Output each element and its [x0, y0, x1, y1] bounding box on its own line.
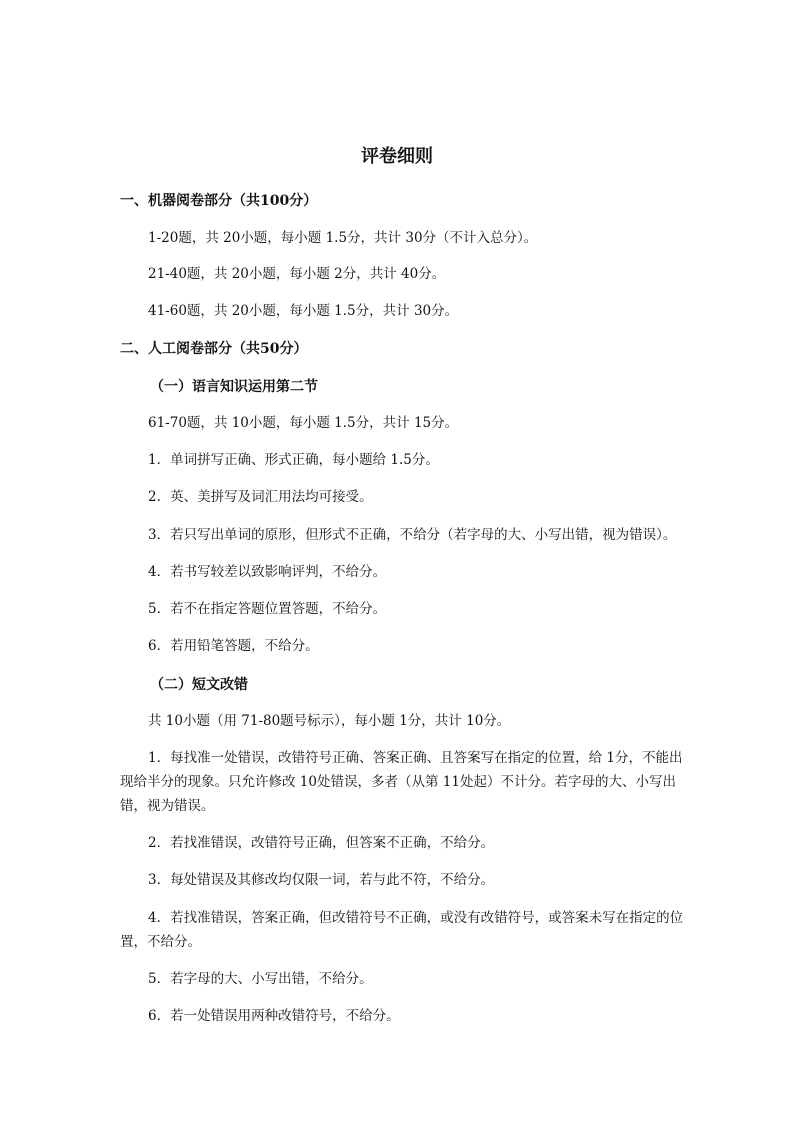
section2-heading: 二、人工阅卷部分（共50分）: [120, 341, 308, 357]
part2-rule-1: 1．每找准一处错误，改错符号正确、答案正确、且答案写在指定的位置，给 1分，不能出现给半分的现象。只允许修改 10处错误，多者（从第 11处起）不计分。若字母的大、小写出错，视为错误。: [120, 750, 683, 814]
page-title: 评卷细则: [361, 146, 433, 167]
part2-rule-5: 5．若字母的大、小写出错，不给分。: [148, 971, 373, 987]
part1-rule-3: 3．若只写出单词的原形，但形式不正确，不给分（若字母的大、小写出错，视为错误）。: [148, 527, 677, 543]
part1-intro: 61-70题，共 10小题，每小题 1.5分，共计 15分。: [148, 415, 459, 431]
part2-intro: 共 10小题（用 71-80题号标示），每小题 1分，共计 10分。: [148, 713, 511, 729]
section1-heading: 一、机器阅卷部分（共100分）: [120, 193, 318, 209]
part1-heading: （一）语言知识运用第二节: [150, 379, 318, 395]
section1-line-1: 1-20题，共 20小题，每小题 1.5分，共计 30分（不计入总分）。: [148, 230, 538, 246]
section1-line-2: 21-40题，共 20小题，每小题 2分，共计 40分。: [148, 266, 446, 282]
section1-line-3: 41-60题，共 20小题，每小题 1.5分，共计 30分。: [148, 303, 459, 319]
part2-rule-2: 2．若找准错误，改错符号正确，但答案不正确，不给分。: [148, 835, 495, 851]
part1-rule-6: 6．若用铅笔答题，不给分。: [148, 638, 319, 654]
part2-rule-6: 6．若一处错误用两种改错符号，不给分。: [148, 1008, 400, 1024]
part2-rule-3: 3．每处错误及其修改均仅限一词，若与此不符，不给分。: [148, 872, 495, 888]
part1-rule-2: 2．英、美拼写及词汇用法均可接受。: [148, 489, 373, 505]
part1-rule-5: 5．若不在指定答题位置答题，不给分。: [148, 601, 387, 617]
part1-rule-4: 4．若书写较差以致影响评判，不给分。: [148, 564, 387, 580]
part2-heading: （二）短文改错: [150, 677, 248, 693]
part1-rule-1: 1．单词拼写正确、形式正确，每小题给 1.5分。: [148, 452, 439, 468]
part2-rule-4: 4．若找准错误，答案正确，但改错符号不正确，或没有改错符号，或答案未写在指定的位置，不给分。: [120, 910, 684, 950]
